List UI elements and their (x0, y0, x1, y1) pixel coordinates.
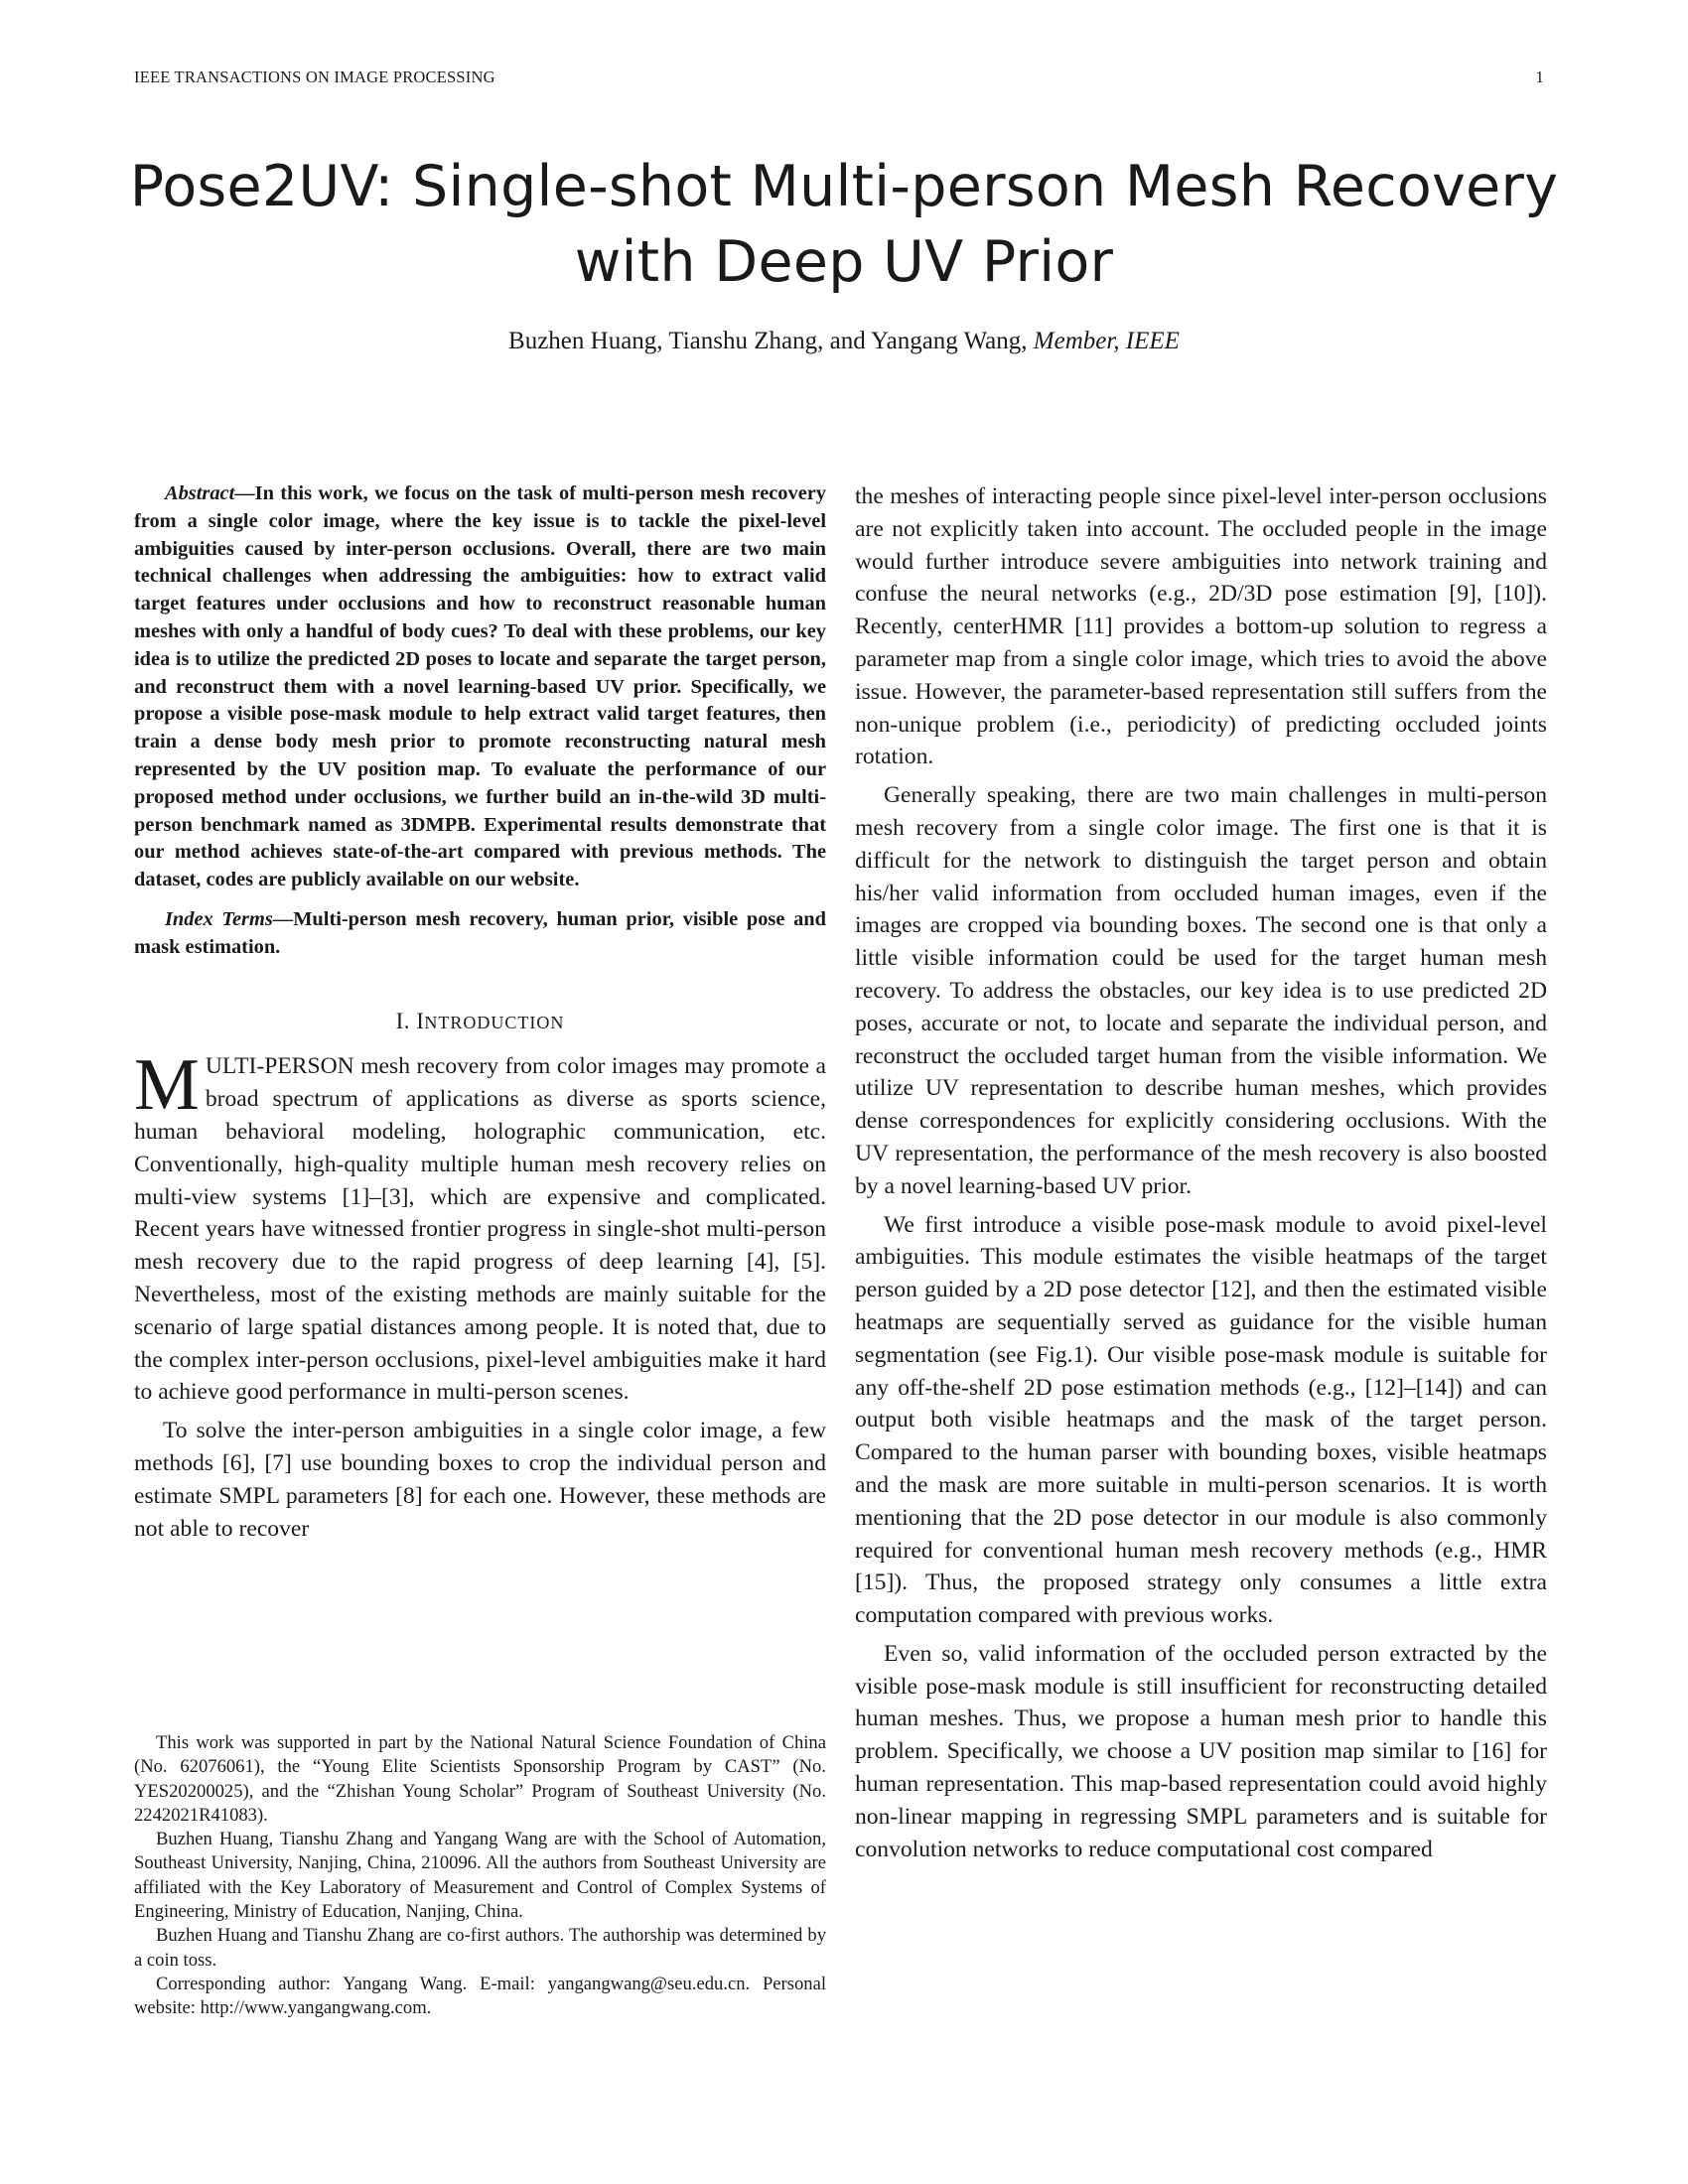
intro-paragraph-1-text: ULTI-PERSON mesh recovery from color images may promote a broad spectrum of applications as diverse as sports science, human behavioral modeling, holographic communication, etc. Conventionally, high-quality multiple human mesh recovery relies on multi-view systems [1]–[3], which are expensive and complicated. Recent years have witnessed frontier progress in single-shot multi-person mesh recovery due to the rapid progress of deep learning [4], [5]. Nevertheless, most of the existing methods are mainly suitable for the scenario of large spatial distances among people. It is noted that, due to the complex inter-person occlusions, pixel-level ambiguities make it hard to achieve good performance in multi-person scenes. (134, 1053, 826, 1406)
abstract-label: Abstract (165, 482, 235, 504)
intro-paragraph-2: To solve the inter-person ambiguities in a single color image, a few methods [6], [7] use bounding boxes to crop the individual person and estimate SMPL parameters [8] for each one. However, these methods are not able to recover (134, 1418, 826, 1542)
drop-cap: M (134, 1044, 200, 1127)
running-head (134, 68, 1544, 91)
author-list (99, 328, 1589, 355)
abstract (134, 480, 826, 894)
abstract-text: —In this work, we focus on the task of multi-person mesh recovery from a single color image, where the key issue is to tackle the pixel-level ambiguities caused by inter-person occlusions. Overall, there are two main technical challenges when addressing the ambiguities: how to extract valid target features under occlusions and how to reconstruct reasonable human meshes with only a handful of body cues? To deal with these problems, our key idea is to utilize the predicted 2D poses to locate and separate the target person, and reconstruct them with a novel learning-based UV prior. Specifically, we propose a visible pose-mask module to help extract valid target features, then train a dense body mesh prior to promote reconstructing natural mesh represented by the UV position map. To evaluate the performance of our proposed method under occlusions, we further build an in-the-wild 3D multi-person benchmark named as 3DMPB. Experimental results demonstrate that our method achieves state-of-the-art compared with previous methods. The dataset, codes are publicly available on our website. (134, 482, 826, 891)
left-column (134, 480, 826, 1545)
section-heading-introduction (134, 1006, 826, 1039)
footnote-co-first: Buzhen Huang and Tianshu Zhang are co-first authors. The authorship was determined by a coin toss. (134, 1925, 826, 1971)
index-terms-label: Index Terms (165, 907, 273, 930)
right-column (855, 480, 1547, 1865)
author-membership: Member, IEEE (1033, 328, 1180, 354)
footnote-funding: This work was supported in part by the National Natural Science Foundation of China (No. 62076061), the “Young Elite Scientists Sponsorship Program by CAST” (No. YES20200025), and the “Zhishan Young Scholar” Program of Southeast University (No. 2242021R41083). (134, 1732, 826, 1826)
paper-title (99, 149, 1589, 300)
journal-name: IEEE TRANSACTIONS ON IMAGE PROCESSING (134, 68, 495, 86)
footnote-corresponding: Corresponding author: Yangang Wang. E-mail: yangangwang@seu.edu.cn. Personal website: http://www.yangangwang.com. (134, 1973, 826, 2019)
index-terms (134, 906, 826, 962)
introduction-body (134, 1044, 826, 1545)
page-number: 1 (1535, 68, 1544, 86)
footnotes (134, 1731, 826, 2021)
author-names: Buzhen Huang, Tianshu Zhang, and Yangang Wang, (508, 328, 1034, 354)
right-paragraph-1: the meshes of interacting people since pixel-level inter-person occlusions are not explicitly taken into account. The occluded people in the image would further introduce severe ambiguities into network training and confuse the neural networks (e.g., 2D/3D pose estimation [9], [10]). Recently, centerHMR [11] provides a bottom-up solution to regress a parameter map from a single color image, which tries to avoid the above issue. However, the parameter-based representation still suffers from the non-unique problem (i.e., periodicity) of predicting occluded joints rotation. (855, 483, 1547, 770)
right-paragraph-2: Generally speaking, there are two main challenges in multi-person mesh recovery from a single color image. The first one is that it is difficult for the network to distinguish the target person and obtain his/her valid information from occluded human images, even if the images are cropped via bounding boxes. The second one is that only a little visible information could be used for the target human mesh recovery. To address the obstacles, our key idea is to use predicted 2D poses, accurate or not, to locate and separate the individual person, and reconstruct the occluded target human from the visible information. We utilize UV representation to describe human meshes, which provides dense correspondences for explicitly considering occlusions. With the UV representation, the performance of the mesh recovery is also boosted by a novel learning-based UV prior. (855, 782, 1547, 1199)
title-line-1: Pose2UV: Single-shot Multi-person Mesh Recovery (129, 154, 1559, 219)
title-line-2: with Deep UV Prior (574, 229, 1114, 295)
footnote-affiliation: Buzhen Huang, Tianshu Zhang and Yangang Wang are with the School of Automation, Southeast University, Nanjing, China, 210096. All the authors from Southeast University are affiliated with the Key Laboratory of Measurement and Control of Complex Systems of Engineering, Ministry of Education, Nanjing, China. (134, 1829, 826, 1923)
intro-paragraph-1 (134, 1044, 826, 1409)
index-terms-text: —Multi-person mesh recovery, human prior, visible pose and mask estimation. (134, 907, 826, 958)
section-heading-text: NTRODUCTION (424, 1012, 565, 1032)
right-paragraph-4: Even so, valid information of the occluded person extracted by the visible pose-mask module is still insufficient for reconstructing detailed human meshes. Thus, we propose a human mesh prior to handle this problem. Specifically, we choose a UV position map similar to [16] for human representation. This map-based representation could avoid highly non-linear mapping in regressing SMPL parameters and is suitable for convolution networks to reduce computational cost compared (855, 1640, 1547, 1862)
right-paragraph-3: We first introduce a visible pose-mask module to avoid pixel-level ambiguities. This module estimates the visible heatmaps of the target person guided by a 2D pose detector [12], and then the estimated visible heatmaps are sequentially served as guidance for the visible human segmentation (see Fig.1). Our visible pose-mask module is suitable for any off-the-shelf 2D pose estimation methods (e.g., [12]–[14]) and can output both visible heatmaps and the mask of the target person. Compared to the human parser with bounding boxes, visible heatmaps and the mask are more suitable in multi-person scenarios. It is worth mentioning that the 2D pose detector in our module is also commonly required for conventional human mesh recovery methods (e.g., HMR [15]). Thus, the proposed strategy only consumes a little extra computation compared with previous works. (855, 1211, 1547, 1629)
section-heading-numeral: I. I (395, 1008, 425, 1033)
